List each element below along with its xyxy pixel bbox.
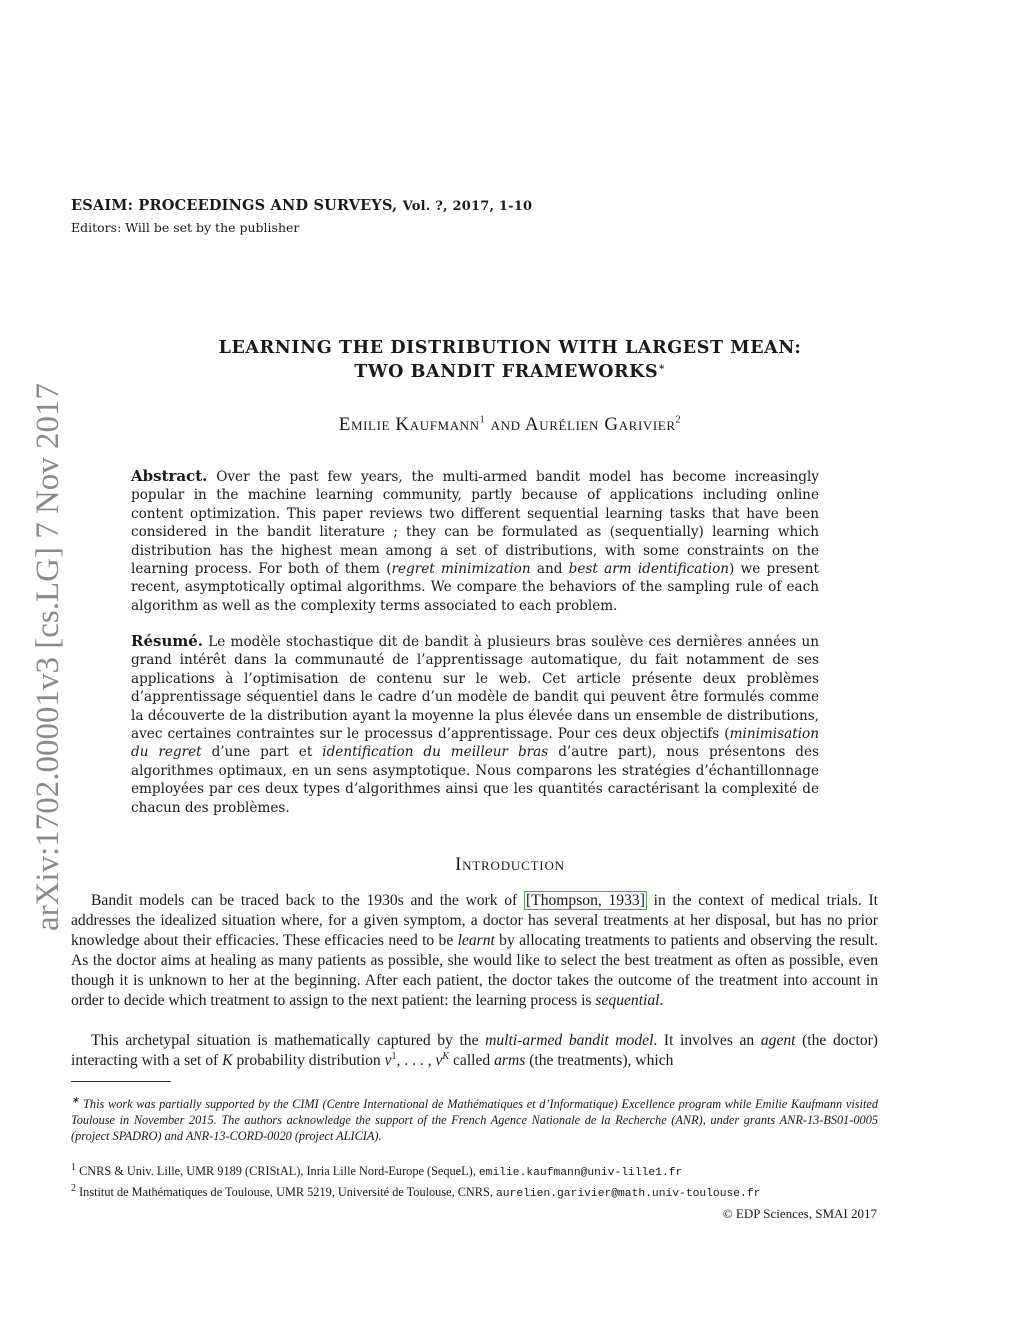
arxiv-identifier: arXiv:1702.00001v3 [cs.LG] 7 Nov 2017: [30, 382, 66, 932]
math-dots: , . . . ,: [396, 1052, 436, 1069]
footnote-divider: [71, 1081, 171, 1082]
abstract-label: Abstract.: [131, 467, 208, 485]
journal-name: ESAIM: PROCEEDINGS AND SURVEYS,: [71, 197, 398, 214]
footnote-funding: [71, 1096, 878, 1144]
math-symbol: ν: [435, 1052, 443, 1069]
footnote-text: Institut de Mathématiques de Toulouse, UMR 5219, Université de Toulouse, CNRS,: [76, 1185, 496, 1199]
title-footnote-mark[interactable]: ∗: [658, 362, 666, 374]
footnote-mark: 1: [71, 1161, 76, 1173]
affiliation-mark[interactable]: 2: [675, 414, 682, 426]
email-link[interactable]: aurelien.garivier@math.univ-toulouse.fr: [496, 1188, 761, 1200]
journal-header: [71, 197, 532, 214]
resume-label: Résumé.: [131, 632, 203, 650]
abstract-text: Over the past few years, the multi-armed bandit model has become increasingly popular in the machine learning community, partly because of applications including online content optimization. This paper reviews two different sequential learning tasks that have been considered in the bandit literature ; they can be formulated as (sequentially) learning which distribution has the highest mean among a set of distributions, with some constraints on the learning process. For both of them (: [131, 469, 819, 578]
body-text: called: [449, 1052, 495, 1069]
math-superscript: K: [442, 1050, 450, 1062]
paper-title-line2: [120, 360, 900, 384]
arxiv-sidebar: [20, 356, 76, 959]
body-italic: agent: [760, 1032, 796, 1049]
footnote-text: This work was partially supported by the CIMI (Centre International de Mathématiques et d’Informatique) Excellence program while Emilie Kaufmann visited Toulouse in November 2015. The authors acknowledge the support of the French Agence Nationale de la Recherche (ANR), under grants ANR-13-BS01-0005 (project SPADRO) and ANR-13-CORD-0020 (project ALICIA).: [71, 1097, 878, 1143]
affiliation-mark[interactable]: 1: [479, 414, 486, 426]
paper-title-line1: LEARNING THE DISTRIBUTION WITH LARGEST MEAN:: [218, 338, 802, 358]
author-conjunction: and: [490, 414, 521, 435]
intro-paragraph-2: [71, 1031, 878, 1071]
section-heading: Introduction: [455, 855, 565, 875]
resume-block: [131, 632, 819, 817]
resume-italic: minimisation du regret: [131, 726, 819, 761]
editors-note: Editors: Will be set by the publisher: [71, 220, 300, 235]
body-text: Bandit models can be traced back to the 1930s and the work of: [91, 892, 524, 909]
footnote-mark: ∗: [71, 1094, 80, 1106]
footnote-mark: 2: [71, 1182, 76, 1194]
math-superscript: 1: [391, 1050, 397, 1062]
resume-italic: identification du meilleur bras: [322, 744, 549, 761]
body-text: probability distribution: [232, 1052, 385, 1069]
abstract-text: and: [530, 561, 569, 578]
body-text: . It involves an: [653, 1032, 761, 1049]
journal-volume: Vol. ?, 2017, 1-10: [402, 199, 533, 214]
body-text: (the doctor) interacting with a set of: [71, 1032, 878, 1069]
abstract-italic: best arm identification: [568, 561, 730, 578]
abstract-block: [131, 467, 819, 615]
math-symbol: ν: [384, 1052, 392, 1069]
body-text: by allocating treatments to patients and observing the result. As the doctor aims at healing as many patients as possible, she would like to select the best treatment as often as possible, even though it is unknown to her at the beginning. After each patient, the doctor takes the outcome of the treatment into account in order to decide which treatment to assign to the next patient: the learning process is: [71, 932, 878, 1009]
author-name: Aurélien Garivier: [524, 414, 676, 435]
math-symbol: K: [222, 1052, 233, 1069]
resume-text: d’autre part), nous présentons des algorithmes optimaux, en un sens asymptotique. Nous comparons les stratégies d’échantillonnage employées par ces deux types d’algorithmes ainsi que les quantités caractérisant la complexité de chacun des problèmes.: [131, 744, 820, 816]
body-italic: arms: [494, 1052, 526, 1069]
body-text: (the treatments), which: [525, 1052, 674, 1069]
footnote-affiliation-2: [71, 1184, 878, 1202]
author-name: Emilie Kaufmann: [338, 414, 480, 435]
title-text: TWO BANDIT FRAMEWORKS: [354, 362, 659, 382]
intro-paragraph-1: [71, 891, 878, 1011]
body-italic: learnt: [457, 932, 495, 949]
resume-text: d’une part et: [201, 744, 323, 761]
body-text: This archetypal situation is mathematically captured by the: [91, 1032, 486, 1049]
author-list: [120, 414, 900, 436]
body-italic: sequential: [595, 992, 660, 1009]
body-italic: multi-armed bandit model: [485, 1032, 654, 1049]
resume-text: Le modèle stochastique dit de bandit à plusieurs bras soulève ces dernières années un grand intérêt dans la communauté de l’apprentissage automatique, du fait notamment de ses applications à l’optimisation de contenu sur le web. Cet article présente deux problèmes d’apprentissage séquentiel dans le cadre d’un modèle de bandit qui peuvent être formulés comme la découverte de la distribution ayant la moyenne la plus élevée dans un ensemble de distributions, avec certaines contraintes sur le processus d’apprentissage. Pour ces deux objectifs (: [131, 634, 819, 743]
abstract-italic: regret minimization: [391, 561, 531, 578]
body-text: in the context of medical trials. It addresses the idealized situation where, for a given symptom, a doctor has several treatments at her disposal, but has no prior knowledge about their efficacies. These efficacies need to be: [71, 892, 878, 949]
body-text: .: [659, 992, 664, 1009]
abstract-text: ) we present recent, asymptotically optimal algorithms. We compare the behaviors of the sampling rule of each algorithm as well as the complexity terms associated to each problem.: [131, 561, 819, 614]
copyright-notice: © EDP Sciences, SMAI 2017: [722, 1206, 877, 1221]
footnote-text: CNRS & Univ. Lille, UMR 9189 (CRIStAL), Inria Lille Nord-Europe (SequeL),: [76, 1164, 479, 1178]
footnote-affiliation-1: [71, 1163, 878, 1181]
email-link[interactable]: emilie.kaufmann@univ-lille1.fr: [478, 1167, 683, 1179]
citation-link[interactable]: [Thompson, 1933]: [525, 892, 645, 909]
